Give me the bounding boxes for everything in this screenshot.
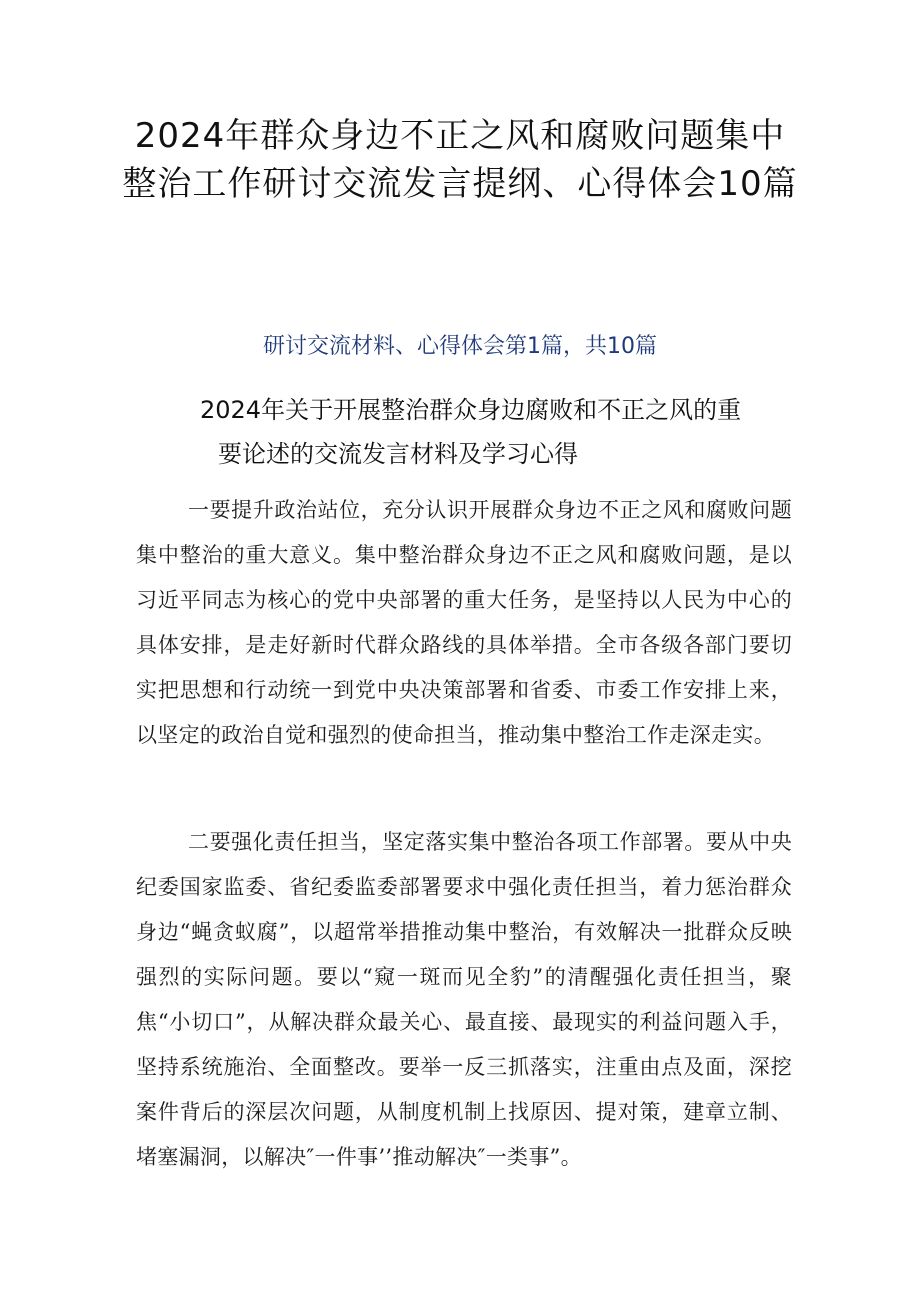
body-paragraph-2: 二要强化责任担当，坚定落实集中整治各项工作部署。要从中央纪委国家监委、省纪委监委部署要求中强化责任担当，着力惩治群众身边“蝇贪蚁腐”，以超常举措推动集中整治，有效解决一批群众反映强烈的实际问题。要以“窥一斑而见全豹”的清醒强化责任担当，聚焦“小切口”，从解决群众最关心、最直接、最现实的利益问题入手，坚持系统施治、全面整改。要举一反三抓落实，注重由点及面，深挖案件背后的深层次问题，从制度机制上找原因、提对策，建章立制、堵塞漏洞，以解决″一件事’’推动解决″一类事”。 <box>136 830 792 1169</box>
document-title: 2024年群众身边不正之风和腐败问题集中整治工作研讨交流发言提纲、心得体会10篇 <box>122 116 798 204</box>
article-title-line-2: 要论述的交流发言材料及学习心得 <box>218 440 578 468</box>
article-title-line-1: 2024年关于开展整治群众身边腐败和不正之风的重 <box>200 396 742 424</box>
body-paragraph-1: 一要提升政治站位，充分认识开展群众身边不正之风和腐败问题集中整治的重大意义。集中整治群众身边不正之风和腐败问题，是以习近平同志为核心的党中央部署的重大任务，是坚持以人民为中心的具体安排，是走好新时代群众路线的具体举措。全市各级各部门要切实把思想和行动统一到党中央决策部署和省委、市委工作安排上来，以坚定的政治自觉和强烈的使命担当，推动集中整治工作走深走实。 <box>136 498 792 747</box>
article-title <box>190 388 790 476</box>
section-label: 研讨交流材料、心得体会第1篇，共10篇 <box>263 334 657 359</box>
